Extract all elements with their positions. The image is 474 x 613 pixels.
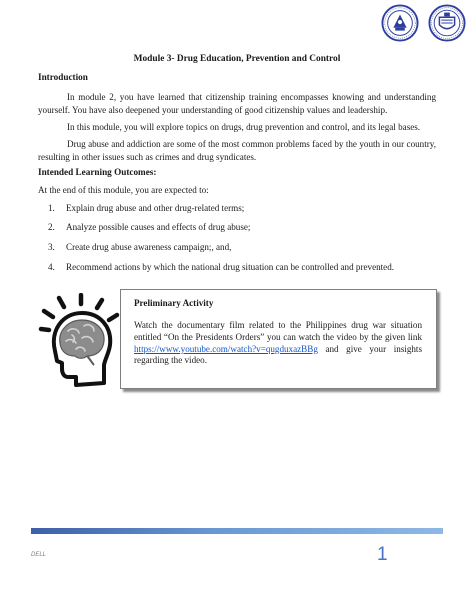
document-title: Module 3- Drug Education, Prevention and Control	[133, 54, 341, 64]
activity-text	[134, 320, 422, 367]
thinking-head-icon	[32, 293, 122, 389]
outcomes-lead: At the end of this module, you are expected to:	[38, 185, 209, 195]
youtube-link[interactable]: https://www.youtube.com/watch?v=qugduxazBBg	[134, 343, 318, 354]
school-seal-icon	[428, 4, 466, 42]
footer-label: DELL	[31, 552, 47, 558]
outcomes-heading: Intended Learning Outcomes:	[38, 167, 157, 177]
outcome-number: 1.	[48, 203, 55, 213]
activity-text-after: and give your insights regarding the video.	[134, 343, 422, 366]
outcome-number: 3.	[48, 242, 55, 252]
university-seal-icon	[381, 4, 419, 42]
outcome-item	[48, 262, 394, 272]
footer-rule	[31, 528, 443, 534]
intro-paragraph-2: In this module, you will explore topics on drugs, drug prevention and control, and its legal bases.	[67, 122, 421, 132]
outcome-text: Explain drug abuse and other drug-related terms;	[66, 203, 245, 213]
intro-paragraph-1: In module 2, you have learned that citizenship training encompasses knowing and understanding yourself. You have also deepened your understanding of good citizenship values and leadership.	[38, 92, 436, 116]
outcome-number: 4.	[48, 262, 55, 272]
outcome-item	[48, 222, 250, 232]
activity-title: Preliminary Activity	[134, 298, 214, 308]
page-number: 1	[377, 544, 388, 565]
activity-text-before: Watch the documentary film related to the Philippines drug war situation entitled “On the Presidents Orders” you can watch the video by the given link	[134, 320, 422, 342]
preliminary-activity-box	[120, 289, 437, 389]
introduction-heading: Introduction	[38, 72, 88, 82]
outcome-text: Analyze possible causes and effects of drug abuse;	[66, 222, 251, 232]
outcome-text: Recommend actions by which the national drug situation can be controlled and prevented.	[66, 262, 395, 272]
intro-paragraph-3: Drug abuse and addiction are some of the most common problems faced by the youth in our country, resulting in other issues such as crimes and drug syndicates.	[38, 139, 436, 163]
outcome-number: 2.	[48, 222, 55, 232]
outcome-item	[48, 242, 231, 252]
outcome-text: Create drug abuse awareness campaign;, and,	[66, 242, 232, 252]
outcome-item	[48, 203, 244, 213]
